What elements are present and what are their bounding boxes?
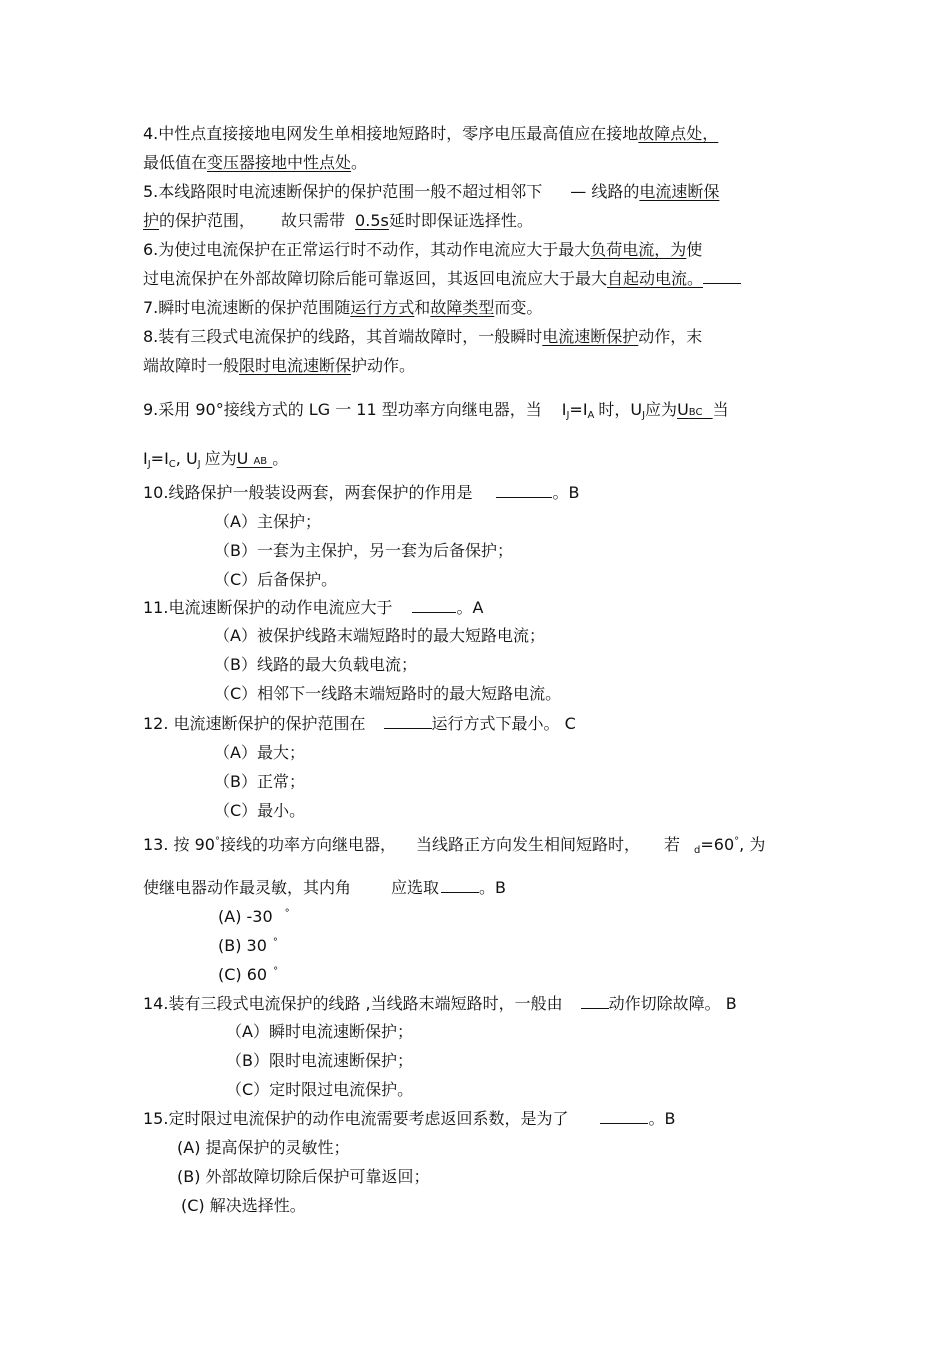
q12-stem xyxy=(143,714,576,734)
q13-text-c: 当线路正方向发生相间短路时， xyxy=(416,835,641,854)
q8-text-3: 护动作。 xyxy=(351,356,416,375)
q13-deg-2: ° xyxy=(734,836,740,847)
q14-text: 14.装有三段式电流保护的线路 ,当线路末端短路时，一般由 xyxy=(143,994,563,1013)
q12-text: 12. 电流速断保护的保护范围在 xyxy=(143,714,366,733)
q9-answer-2 xyxy=(237,449,273,468)
q11-text: 11.电流速断保护的动作电流应大于 xyxy=(143,598,393,617)
q13-option-c xyxy=(218,965,278,988)
q15-option-b: (B) 外部故障切除后保护可靠返回； xyxy=(177,1167,430,1186)
q5-text-2: 的保护范围， xyxy=(159,211,256,230)
q12-blank xyxy=(384,714,432,729)
q7-answer-2: 故障类型 xyxy=(430,298,495,317)
q14-option-a: （A）瞬时电流速断保护； xyxy=(226,1022,413,1041)
q14-option-b: （B）限时电流速断保护； xyxy=(226,1051,413,1070)
q13-text-f: , 为 xyxy=(739,835,766,854)
q15-answer: 。B xyxy=(648,1109,676,1128)
q9-sub-j2: J xyxy=(642,410,646,421)
q5-text: 5.本线路限时电流速断保护的保护范围一般不超过相邻下 xyxy=(143,182,543,201)
q6-answer-1: 负荷电流，为 xyxy=(590,240,687,259)
q11-option-a: （A）被保护线路末端短路时的最大短路电流； xyxy=(214,626,545,645)
q5-answer-1: 电流速断保 xyxy=(639,182,720,201)
q15-stem xyxy=(143,1109,675,1129)
q4-text: 4.中性点直接接地电网发生单相接地短路时，零序电压最高值应在接地 xyxy=(143,124,639,143)
q9-text-b: 时，U xyxy=(598,400,643,419)
q9-i2: I xyxy=(143,449,148,468)
q11-option-b: （B）线路的最大负载电流； xyxy=(214,655,417,674)
q13-blank xyxy=(441,878,479,893)
q6-line1 xyxy=(143,240,702,260)
q13-option-c-deg: ° xyxy=(273,966,279,977)
q14-blank xyxy=(581,994,609,1009)
q6-line2 xyxy=(143,269,741,289)
q5-text-b: — 线路的 xyxy=(570,182,640,201)
q6-text: 6.为使过电流保护在正常运行时不动作，其动作电流应大于最大 xyxy=(143,240,591,259)
q13-option-a xyxy=(218,907,290,930)
q9-sub-j3: J xyxy=(147,459,151,470)
q13-line1 xyxy=(143,835,765,858)
q6-text-2: 过电流保护在外部故障切除后能可靠返回，其返回电流应大于最大 xyxy=(143,269,608,288)
q10-blank xyxy=(496,483,552,498)
q5-answer-1-cont: 护 xyxy=(143,211,160,230)
q10-answer: 。B xyxy=(552,483,580,502)
q6-answer-2: 自起动电流。 xyxy=(607,269,704,288)
q5-text-3: 故只需带 xyxy=(281,211,346,230)
q9-sub-c: C xyxy=(168,459,176,470)
q9-sub-j: J xyxy=(566,410,570,421)
q11-stem xyxy=(143,598,483,618)
q13-text-2: 使继电器动作最灵敏，其内角 xyxy=(143,878,352,897)
q4-line1 xyxy=(143,124,718,144)
q13-option-b-deg: ° xyxy=(272,937,278,948)
q6-blank-tail xyxy=(703,269,741,284)
q9-answer-2-sub: AB xyxy=(253,456,268,467)
q9-answer-1-sub: BC xyxy=(688,407,703,418)
q12-option-b: （B）正常； xyxy=(214,772,305,791)
q5-line1 xyxy=(143,182,719,202)
q8-text-2: 端故障时一般 xyxy=(143,356,240,375)
q5-answer-2: 0.5s xyxy=(355,211,389,230)
q9-eq2: =I xyxy=(150,449,169,468)
q8-text-b: 动作，末 xyxy=(638,327,703,346)
q13-line2 xyxy=(143,878,506,898)
q13-option-c-text: (C) 60 xyxy=(218,965,268,984)
q9-answer-1-u: U xyxy=(677,400,689,419)
q9-answer-2-u: U xyxy=(236,449,249,468)
q9-text-u: , U xyxy=(175,449,198,468)
q9-text-d2: 应为 xyxy=(204,449,237,468)
q13-deg: ° xyxy=(214,836,220,847)
q13-answer: 。B xyxy=(479,878,507,897)
q8-text: 8.装有三段式电流保护的线路，其首端故障时，一般瞬时 xyxy=(143,327,543,346)
q9-i: I xyxy=(561,400,567,419)
q10-option-c: （C）后备保护。 xyxy=(214,570,338,589)
q14-option-c: （C）定时限过电流保护。 xyxy=(226,1080,414,1099)
q4-text-2: 最低值在 xyxy=(143,153,208,172)
q9-line1 xyxy=(143,400,729,423)
q8-answer-1: 电流速断保护 xyxy=(542,327,639,346)
q7-text: 7.瞬时电流速断的保护范围随 xyxy=(143,298,351,317)
q10-option-a: （A）主保护； xyxy=(214,512,321,531)
q9-sub-a: A xyxy=(587,410,595,421)
q4-answer-1: 故障点处， xyxy=(638,124,719,143)
q11-option-c: （C）相邻下一线路末端短路时的最大短路电流。 xyxy=(214,684,562,703)
q9-sub-j4: J xyxy=(197,459,201,470)
q13-text-d: 若 xyxy=(664,835,681,854)
q13-text: 13. 按 90 xyxy=(143,835,215,854)
q13-option-a-deg: ° xyxy=(284,908,290,919)
q10-option-b: （B）一套为主保护，另一套为后备保护； xyxy=(214,541,513,560)
q8-line2 xyxy=(143,356,415,376)
q14-answer: 动作切除故障。 B xyxy=(608,994,737,1013)
q15-text: 15.定时限过电流保护的动作电流需要考虑返回系数，是为了 xyxy=(143,1109,569,1128)
q7-text-end: 而变。 xyxy=(494,298,543,317)
q14-stem xyxy=(143,994,737,1014)
q13-option-b xyxy=(218,936,278,959)
q11-answer: 。A xyxy=(456,598,484,617)
q5-text-4: 延时即保证选择性。 xyxy=(388,211,533,230)
q7-line xyxy=(143,298,542,318)
q9-text-d: 当 xyxy=(712,400,729,419)
q9-eq: =I xyxy=(569,400,588,419)
q4-period: 。 xyxy=(351,153,368,172)
q7-and: 和 xyxy=(414,298,431,317)
q8-answer-2: 限时电流速断保 xyxy=(239,356,352,375)
q9-answer-1 xyxy=(677,400,713,419)
q13-sub-d: d xyxy=(694,845,701,856)
q9-text: 9.采用 90°接线方式的 LG 一 11 型功率方向继电器，当 xyxy=(143,400,542,419)
q13-text-3: 应选取 xyxy=(391,878,440,897)
q5-line2 xyxy=(143,211,533,231)
q11-blank xyxy=(412,598,456,613)
q15-blank xyxy=(600,1109,648,1124)
q13-text-b: 接线的功率方向继电器， xyxy=(219,835,396,854)
q10-text: 10.线路保护一般装设两套，两套保护的作用是 xyxy=(143,483,473,502)
q12-option-c: （C）最小。 xyxy=(214,801,306,820)
q4-answer-2: 变压器接地中性点处 xyxy=(207,153,352,172)
q12-answer: 运行方式下最小。 C xyxy=(431,714,576,733)
q6-text-b: 使 xyxy=(686,240,703,259)
q7-answer-1: 运行方式 xyxy=(350,298,415,317)
q9-period: 。 xyxy=(272,449,289,468)
q15-option-a: (A) 提高保护的灵敏性； xyxy=(177,1138,350,1157)
q8-line1 xyxy=(143,327,702,347)
q15-option-c: (C) 解决选择性。 xyxy=(181,1196,306,1215)
q13-option-b-text: (B) 30 xyxy=(218,936,267,955)
q13-option-a-text: (A) -30 xyxy=(218,907,273,926)
q13-text-e: =60 xyxy=(700,835,735,854)
q9-text-c: 应为 xyxy=(645,400,678,419)
q9-line2 xyxy=(143,449,288,472)
q4-line2 xyxy=(143,153,367,173)
q12-option-a: （A）最大； xyxy=(214,743,305,762)
q10-stem xyxy=(143,483,579,503)
